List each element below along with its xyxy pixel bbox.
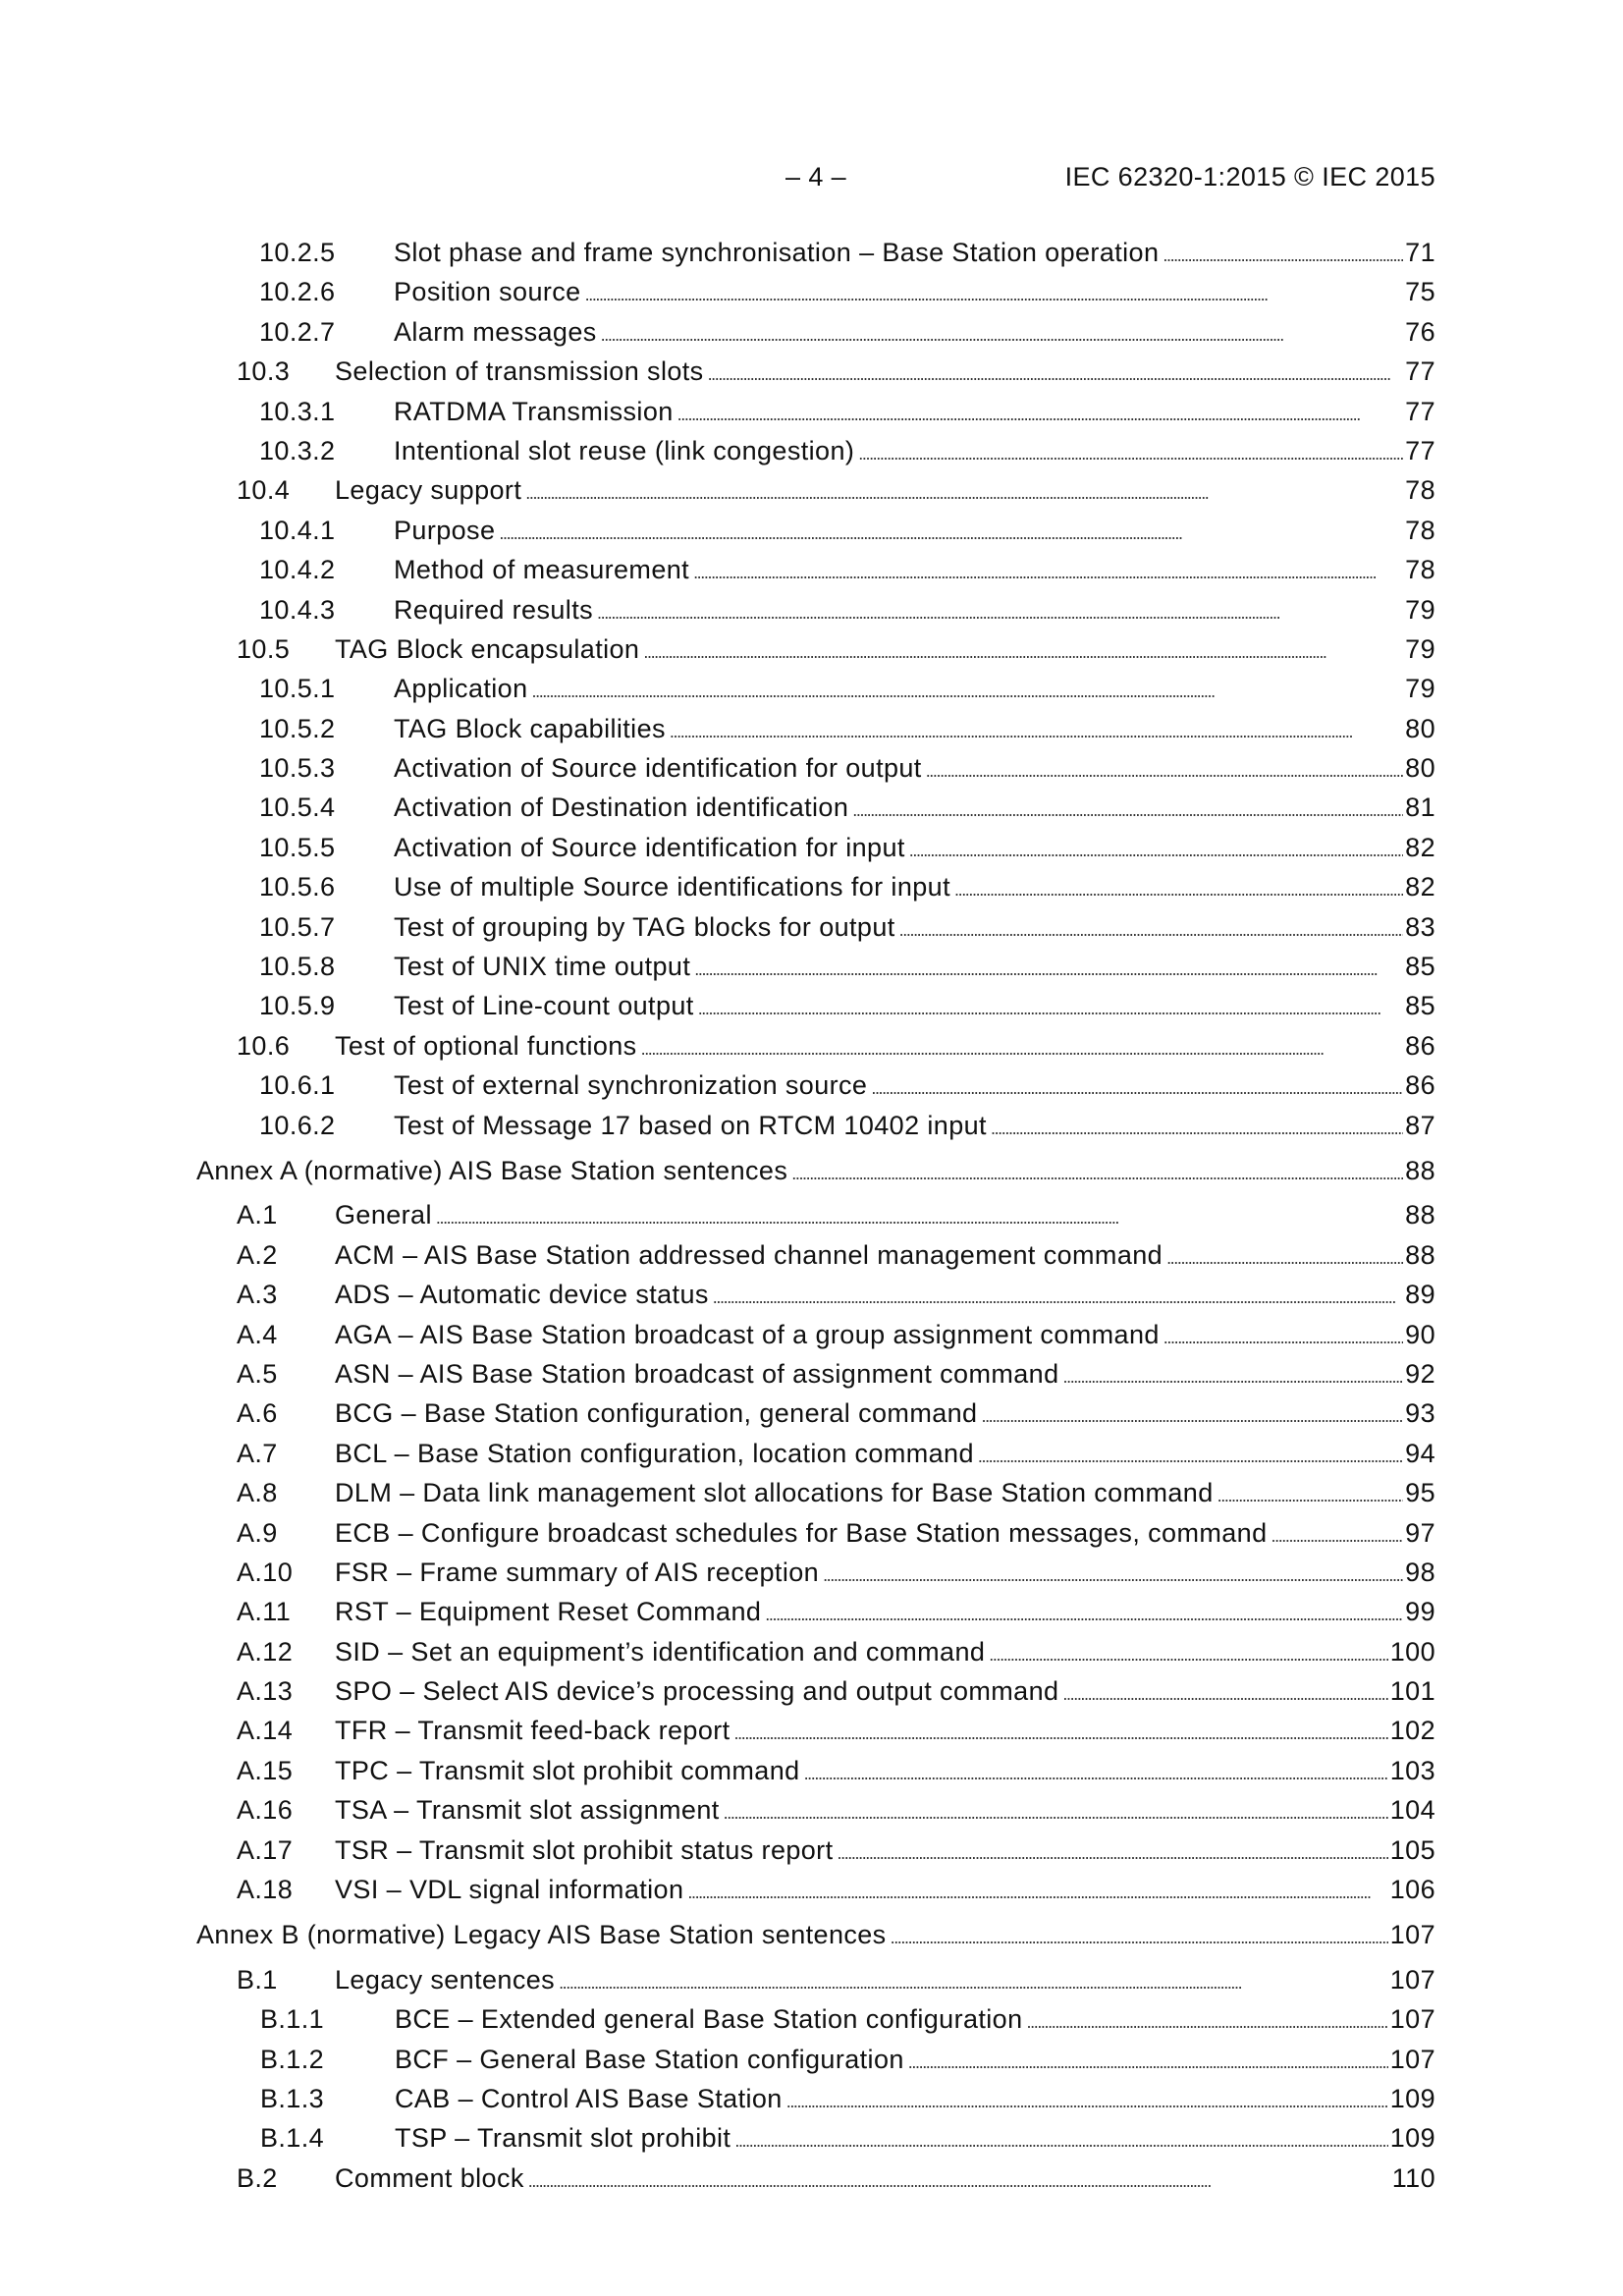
dot-leader bbox=[670, 709, 1403, 748]
toc-entry[interactable] bbox=[196, 1513, 1435, 1553]
toc-entry-number: 10.4.3 bbox=[259, 594, 336, 625]
toc-entry-title: SPO – Select AIS device’s processing and output command bbox=[335, 1676, 1059, 1707]
toc-entry-title: ASN – AIS Base Station broadcast of assignment command bbox=[335, 1358, 1059, 1389]
toc-entry-title: General bbox=[335, 1200, 432, 1230]
toc-entry-number: A.7 bbox=[237, 1438, 278, 1468]
dot-leader bbox=[858, 431, 1403, 470]
dot-leader bbox=[694, 947, 1403, 986]
toc-entry-page: 85 bbox=[1405, 952, 1435, 982]
toc-entry-page: 88 bbox=[1405, 1155, 1435, 1185]
toc-entry[interactable] bbox=[196, 1106, 1435, 1145]
toc-entry-number: A.12 bbox=[237, 1636, 294, 1667]
toc-entry-page: 80 bbox=[1405, 753, 1435, 784]
toc-entry-number: A.15 bbox=[237, 1755, 294, 1785]
toc-entry-number: 10.3.1 bbox=[259, 396, 336, 426]
toc-entry[interactable] bbox=[196, 748, 1435, 788]
dot-leader bbox=[791, 1151, 1403, 1190]
toc-entry-page: 90 bbox=[1405, 1319, 1435, 1349]
dot-leader bbox=[693, 550, 1403, 589]
dot-leader bbox=[1062, 1671, 1387, 1711]
toc-entry-number: A.14 bbox=[237, 1716, 294, 1746]
toc-entry[interactable] bbox=[196, 550, 1435, 589]
toc-entry[interactable] bbox=[196, 352, 1435, 391]
toc-entry-number: B.1.2 bbox=[260, 2044, 325, 2074]
toc-entry-page: 88 bbox=[1405, 1200, 1435, 1230]
toc-entry[interactable] bbox=[196, 233, 1435, 272]
toc-entry-title: RST – Equipment Reset Command bbox=[335, 1597, 762, 1627]
toc-entry[interactable] bbox=[196, 867, 1435, 906]
toc-entry[interactable] bbox=[196, 1066, 1435, 1105]
toc-entry-number: 10.4 bbox=[237, 475, 291, 506]
dot-leader bbox=[837, 1831, 1387, 1870]
toc-entry-page: 77 bbox=[1405, 396, 1435, 426]
toc-entry-title: Test of UNIX time output bbox=[394, 952, 691, 982]
dot-leader bbox=[559, 1960, 1388, 1999]
toc-entry-page: 107 bbox=[1389, 2004, 1435, 2035]
toc-entry[interactable] bbox=[196, 1434, 1435, 1473]
toc-entry-number: A.10 bbox=[237, 1557, 294, 1587]
toc-entry-page: 79 bbox=[1405, 594, 1435, 625]
toc-entry-page: 78 bbox=[1405, 515, 1435, 545]
toc-entry-page: 100 bbox=[1389, 1636, 1435, 1667]
toc-entry-title: Method of measurement bbox=[394, 555, 690, 585]
toc-entry-number: B.2 bbox=[237, 2162, 278, 2193]
toc-entry-page: 71 bbox=[1405, 238, 1435, 267]
toc-entry-number: 10.5.6 bbox=[259, 872, 336, 902]
dot-leader bbox=[641, 1026, 1404, 1066]
toc-entry-number: A.9 bbox=[237, 1517, 278, 1548]
dot-leader bbox=[713, 1275, 1403, 1314]
toc-entry-page: 109 bbox=[1389, 2083, 1435, 2113]
toc-entry-title: TPC – Transmit slot prohibit command bbox=[335, 1755, 800, 1785]
toc-entry-number: 10.4.1 bbox=[259, 515, 336, 545]
dot-leader bbox=[597, 590, 1403, 629]
toc-entry-page: 78 bbox=[1405, 555, 1435, 585]
toc-entry-page: 107 bbox=[1389, 2044, 1435, 2074]
toc-entry-title: TAG Block encapsulation bbox=[335, 633, 640, 664]
toc-entry-page: 82 bbox=[1405, 872, 1435, 902]
toc-entry-page: 110 bbox=[1391, 2162, 1435, 2193]
toc-entry-number: 10.2.6 bbox=[259, 277, 336, 307]
toc-entry-title: AGA – AIS Base Station broadcast of a group assignment command bbox=[335, 1319, 1160, 1349]
dot-leader bbox=[989, 1632, 1387, 1671]
toc-entry[interactable] bbox=[196, 1473, 1435, 1512]
toc-entry[interactable] bbox=[196, 1195, 1435, 1234]
toc-entry-title: Application bbox=[394, 674, 528, 704]
dot-leader bbox=[899, 907, 1403, 947]
toc-entry[interactable] bbox=[196, 1870, 1435, 1909]
toc-entry-title: DLM – Data link management slot allocations for Base Station command bbox=[335, 1478, 1214, 1508]
toc-entry-title: Intentional slot reuse (link congestion) bbox=[394, 435, 855, 465]
dot-leader bbox=[1062, 1354, 1403, 1394]
toc-entry[interactable] bbox=[196, 1026, 1435, 1066]
dot-leader bbox=[1163, 1315, 1403, 1354]
toc-entry[interactable] bbox=[196, 1315, 1435, 1354]
toc-entry[interactable] bbox=[196, 590, 1435, 629]
toc-entry-title: Annex A (normative) AIS Base Station sentences bbox=[196, 1155, 788, 1185]
toc-entry-page: 88 bbox=[1405, 1239, 1435, 1270]
dot-leader bbox=[909, 828, 1403, 867]
toc-entry-page: 86 bbox=[1405, 1070, 1435, 1101]
toc-entry[interactable] bbox=[196, 470, 1435, 510]
toc-entry-page: 103 bbox=[1389, 1755, 1435, 1785]
toc-entry-title: Activation of Destination identification bbox=[394, 793, 849, 823]
toc-entry-title: TSP – Transmit slot prohibit bbox=[395, 2123, 731, 2154]
toc-entry-number: 10.5.1 bbox=[259, 674, 336, 704]
toc-entry[interactable] bbox=[196, 1711, 1435, 1750]
toc-entry-page: 79 bbox=[1405, 633, 1435, 664]
toc-entry-title: BCF – General Base Station configuration bbox=[395, 2044, 904, 2074]
toc-entry[interactable] bbox=[196, 1671, 1435, 1711]
dot-leader bbox=[698, 986, 1403, 1025]
toc-entry[interactable] bbox=[196, 629, 1435, 669]
toc-entry-number: 10.5.8 bbox=[259, 952, 336, 982]
dot-leader bbox=[708, 352, 1404, 391]
toc-entry-title: BCE – Extended general Base Station configuration bbox=[395, 2004, 1023, 2035]
toc-entry-number: 10.5.4 bbox=[259, 793, 336, 823]
dot-leader bbox=[601, 312, 1403, 352]
dot-leader bbox=[687, 1870, 1387, 1909]
toc-entry-number: 10.5.2 bbox=[259, 713, 336, 743]
toc-entry[interactable] bbox=[196, 709, 1435, 748]
toc-entry-page: 94 bbox=[1405, 1438, 1435, 1468]
toc-entry-number: B.1.1 bbox=[260, 2004, 325, 2035]
toc-entry-page: 101 bbox=[1389, 1676, 1435, 1707]
toc-entry-page: 102 bbox=[1389, 1716, 1435, 1746]
toc-entry[interactable] bbox=[196, 1999, 1435, 2039]
toc-entry-title: Position source bbox=[394, 277, 581, 307]
dot-leader bbox=[734, 1711, 1388, 1750]
toc-entry-number: 10.6 bbox=[237, 1030, 291, 1061]
toc-entry-title: Test of external synchronization source bbox=[394, 1070, 868, 1101]
toc-entry[interactable] bbox=[196, 1790, 1435, 1830]
toc-entry[interactable] bbox=[196, 1275, 1435, 1314]
toc-entry[interactable] bbox=[196, 312, 1435, 352]
dot-leader bbox=[532, 669, 1404, 708]
toc-entry-title: RATDMA Transmission bbox=[394, 396, 674, 426]
toc-entry[interactable] bbox=[196, 1354, 1435, 1394]
toc-entry-page: 105 bbox=[1389, 1834, 1435, 1865]
toc-entry-number: 10.3 bbox=[237, 356, 291, 387]
toc-entry[interactable] bbox=[196, 669, 1435, 708]
toc-entry-number: 10.5.3 bbox=[259, 753, 336, 784]
toc-entry-page: 80 bbox=[1405, 713, 1435, 743]
dot-leader bbox=[1163, 233, 1403, 272]
toc-entry[interactable] bbox=[196, 947, 1435, 986]
toc-entry-title: BCG – Base Station configuration, general command bbox=[335, 1398, 978, 1429]
toc-entry-page: 87 bbox=[1405, 1110, 1435, 1140]
toc-entry-title: CAB – Control AIS Base Station bbox=[395, 2083, 783, 2113]
toc-entry-title: ADS – Automatic device status bbox=[335, 1280, 709, 1310]
toc-entry-title: TSR – Transmit slot prohibit status report bbox=[335, 1834, 834, 1865]
dot-leader bbox=[978, 1434, 1403, 1473]
toc-entry-number: B.1.4 bbox=[260, 2123, 325, 2154]
dot-leader bbox=[1166, 1235, 1403, 1275]
toc-entry[interactable] bbox=[196, 272, 1435, 311]
toc-entry-number: 10.2.5 bbox=[259, 238, 336, 267]
toc-entry[interactable] bbox=[196, 907, 1435, 947]
toc-entry-title: TFR – Transmit feed-back report bbox=[335, 1716, 730, 1746]
toc-entry-title: TAG Block capabilities bbox=[394, 713, 666, 743]
dot-leader bbox=[1271, 1513, 1403, 1553]
toc-entry-title: Purpose bbox=[394, 515, 496, 545]
toc-entry-title: TSA – Transmit slot assignment bbox=[335, 1795, 720, 1826]
toc-entry-page: 83 bbox=[1405, 911, 1435, 942]
toc-entry-page: 85 bbox=[1405, 991, 1435, 1021]
dot-leader bbox=[765, 1592, 1403, 1631]
toc-entry-page: 82 bbox=[1405, 832, 1435, 862]
document-id: IEC 62320-1:2015 © IEC 2015 bbox=[1064, 162, 1435, 191]
toc-entry-title: Slot phase and frame synchronisation – Base Station operation bbox=[394, 238, 1160, 267]
toc-entry-page: 78 bbox=[1405, 475, 1435, 506]
toc-entry[interactable] bbox=[196, 2040, 1435, 2079]
dot-leader bbox=[677, 392, 1404, 431]
toc-entry-title: Test of Message 17 based on RTCM 10402 input bbox=[394, 1110, 987, 1140]
toc-entry-number: 10.5.9 bbox=[259, 991, 336, 1021]
toc-entry-page: 98 bbox=[1405, 1557, 1435, 1587]
toc-entry-number: A.4 bbox=[237, 1319, 278, 1349]
toc-entry-page: 89 bbox=[1405, 1280, 1435, 1310]
toc-entry-number: 10.5.5 bbox=[259, 832, 336, 862]
toc-entry[interactable] bbox=[196, 1592, 1435, 1631]
toc-entry-page: 92 bbox=[1405, 1358, 1435, 1389]
toc-entry-page: 104 bbox=[1389, 1795, 1435, 1826]
dot-leader bbox=[786, 2079, 1388, 2118]
toc-entry[interactable] bbox=[196, 1831, 1435, 1870]
toc-entry-number: A.13 bbox=[237, 1676, 294, 1707]
toc-entry-number: A.3 bbox=[237, 1280, 278, 1310]
toc-entry-number: 10.5.7 bbox=[259, 911, 336, 942]
dot-leader bbox=[823, 1553, 1403, 1592]
table-of-contents bbox=[196, 233, 1435, 2198]
dot-leader bbox=[734, 2118, 1387, 2158]
toc-entry[interactable] bbox=[196, 1960, 1435, 1999]
dot-leader bbox=[1217, 1473, 1404, 1512]
dot-leader bbox=[871, 1066, 1403, 1105]
toc-entry-page: 86 bbox=[1405, 1030, 1435, 1061]
toc-entry-title: FSR – Frame summary of AIS reception bbox=[335, 1557, 820, 1587]
toc-entry-title: Activation of Source identification for output bbox=[394, 753, 922, 784]
toc-entry-page: 77 bbox=[1405, 356, 1435, 387]
dot-leader bbox=[981, 1394, 1403, 1433]
toc-entry-page: 99 bbox=[1405, 1597, 1435, 1627]
toc-entry-number: 10.5 bbox=[237, 633, 291, 664]
toc-entry[interactable] bbox=[196, 2079, 1435, 2118]
page-header bbox=[196, 162, 1435, 201]
toc-entry-page: 76 bbox=[1405, 316, 1435, 347]
toc-entry-title: SID – Set an equipment’s identification and command bbox=[335, 1636, 986, 1667]
toc-entry-page: 106 bbox=[1389, 1875, 1435, 1905]
toc-entry[interactable] bbox=[196, 2159, 1435, 2198]
toc-entry[interactable] bbox=[196, 1394, 1435, 1433]
toc-entry-title: Legacy support bbox=[335, 475, 522, 506]
toc-entry-number: A.2 bbox=[237, 1239, 278, 1270]
toc-entry-title: Test of optional functions bbox=[335, 1030, 637, 1061]
toc-entry-title: Selection of transmission slots bbox=[335, 356, 704, 387]
toc-entry-page: 93 bbox=[1405, 1398, 1435, 1429]
toc-entry[interactable] bbox=[196, 431, 1435, 470]
toc-entry-page: 97 bbox=[1405, 1517, 1435, 1548]
dot-leader bbox=[852, 788, 1403, 827]
toc-entry-number: A.18 bbox=[237, 1875, 294, 1905]
toc-entry-title: Legacy sentences bbox=[335, 1964, 556, 1995]
dot-leader bbox=[499, 511, 1403, 550]
dot-leader bbox=[926, 748, 1403, 788]
dot-leader bbox=[643, 629, 1403, 669]
toc-entry-title: BCL – Base Station configuration, location command bbox=[335, 1438, 974, 1468]
toc-entry[interactable] bbox=[196, 1751, 1435, 1790]
toc-entry[interactable] bbox=[196, 1235, 1435, 1275]
toc-entry-title: Alarm messages bbox=[394, 316, 597, 347]
toc-entry-number: 10.3.2 bbox=[259, 435, 336, 465]
toc-entry-number: B.1.3 bbox=[260, 2083, 325, 2113]
toc-entry[interactable] bbox=[196, 1553, 1435, 1592]
toc-entry[interactable] bbox=[196, 828, 1435, 867]
toc-entry-page: 107 bbox=[1389, 1964, 1435, 1995]
toc-entry[interactable] bbox=[196, 788, 1435, 827]
toc-entry-page: 77 bbox=[1405, 435, 1435, 465]
toc-entry-title: ECB – Configure broadcast schedules for Base Station messages, command bbox=[335, 1517, 1268, 1548]
toc-entry-title: Test of grouping by TAG blocks for output bbox=[394, 911, 895, 942]
toc-annex-entry[interactable] bbox=[196, 1151, 1435, 1190]
toc-entry-number: A.17 bbox=[237, 1834, 294, 1865]
toc-entry-title: Test of Line-count output bbox=[394, 991, 694, 1021]
toc-entry-title: Annex B (normative) Legacy AIS Base Station sentences bbox=[196, 1920, 887, 1950]
toc-entry[interactable] bbox=[196, 1632, 1435, 1671]
toc-entry-title: Use of multiple Source identifications for input bbox=[394, 872, 950, 902]
toc-entry[interactable] bbox=[196, 2118, 1435, 2158]
toc-entry-title: Required results bbox=[394, 594, 593, 625]
toc-entry-number: A.16 bbox=[237, 1795, 294, 1826]
toc-entry-title: ACM – AIS Base Station addressed channel management command bbox=[335, 1239, 1163, 1270]
dot-leader bbox=[908, 2040, 1388, 2079]
toc-entry-number: 10.2.7 bbox=[259, 316, 336, 347]
toc-entry-number: 10.6.2 bbox=[259, 1110, 336, 1140]
toc-entry-number: 10.6.1 bbox=[259, 1070, 336, 1101]
dot-leader bbox=[804, 1751, 1388, 1790]
toc-entry-number: B.1 bbox=[237, 1964, 278, 1995]
toc-entry[interactable] bbox=[196, 986, 1435, 1025]
dot-leader bbox=[991, 1106, 1403, 1145]
dot-leader bbox=[528, 2159, 1390, 2198]
toc-entry-page: 109 bbox=[1389, 2123, 1435, 2154]
toc-entry-page: 95 bbox=[1405, 1478, 1435, 1508]
toc-entry-number: A.1 bbox=[237, 1200, 278, 1230]
toc-entry-title: Activation of Source identification for input bbox=[394, 832, 905, 862]
page-number: – 4 – bbox=[785, 162, 847, 191]
dot-leader bbox=[954, 867, 1403, 906]
dot-leader bbox=[724, 1790, 1388, 1830]
toc-entry[interactable] bbox=[196, 511, 1435, 550]
toc-entry-title: Comment block bbox=[335, 2162, 524, 2193]
toc-entry-page: 79 bbox=[1405, 674, 1435, 704]
toc-entry-page: 75 bbox=[1405, 277, 1435, 307]
toc-entry-number: A.11 bbox=[237, 1597, 292, 1627]
toc-entry-number: A.5 bbox=[237, 1358, 278, 1389]
dot-leader bbox=[1027, 1999, 1388, 2039]
toc-entry-title: VSI – VDL signal information bbox=[335, 1875, 684, 1905]
dot-leader bbox=[585, 272, 1404, 311]
toc-entry-number: A.8 bbox=[237, 1478, 278, 1508]
toc-entry-page: 81 bbox=[1405, 793, 1435, 823]
toc-entry-page: 107 bbox=[1389, 1920, 1435, 1950]
dot-leader bbox=[436, 1195, 1403, 1234]
toc-annex-entry[interactable] bbox=[196, 1915, 1435, 1954]
dot-leader bbox=[891, 1915, 1388, 1954]
toc-entry-number: A.6 bbox=[237, 1398, 278, 1429]
toc-entry-number: 10.4.2 bbox=[259, 555, 336, 585]
toc-entry[interactable] bbox=[196, 392, 1435, 431]
dot-leader bbox=[525, 470, 1403, 510]
